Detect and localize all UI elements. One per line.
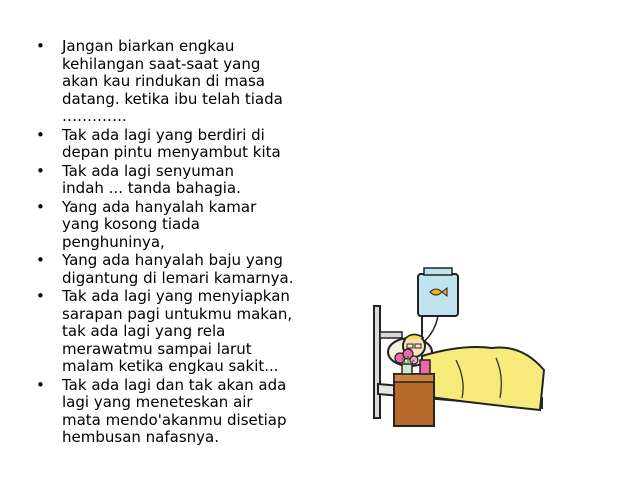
list-item [36,377,336,447]
bullet-dot: • [36,251,45,269]
list-item [36,199,336,252]
bullet-text: Jangan biarkan engkau kehilangan saat-saat yang akan kau rindukan di masa datang. ketika ibu telah tiada …………. [62,37,283,125]
bullet-dot: • [36,287,45,305]
bullet-text: Yang ada hanyalah baju yang digantung di lemari kamarnya. [62,251,294,287]
list-item [36,163,336,198]
list-item [36,38,336,126]
bullet-text: Tak ada lagi yang menyiapkan sarapan pagi untukmu makan, tak ada lagi yang rela merawatmu sampai larut malam ketika engkau sakit... [62,287,293,375]
iv-bag-icon [418,268,458,346]
bedside-table-icon [394,360,434,426]
list-item [36,252,336,287]
bullet-list [36,38,336,448]
bullet-dot: • [36,197,45,216]
list-item [36,127,336,162]
bullet-text: Yang ada hanyalah kamar yang kosong tiada penghuninya, [62,197,257,251]
bullet-text: Tak ada lagi senyuman indah ... tanda bahagia. [62,161,241,197]
bullet-text: Tak ada lagi yang berdiri di depan pintu menyambut kita [62,125,281,161]
bullet-dot: • [36,161,45,180]
sick-patient-illustration [366,248,556,438]
list-item [36,288,336,376]
bullet-dot: • [36,37,45,55]
bullet-text: Tak ada lagi dan tak akan ada lagi yang meneteskan air mata mendo'akanmu disetiap hembusan nafasnya. [62,375,287,446]
bullet-dot: • [36,125,45,144]
blanket [422,347,544,410]
bullet-dot: • [36,375,45,394]
